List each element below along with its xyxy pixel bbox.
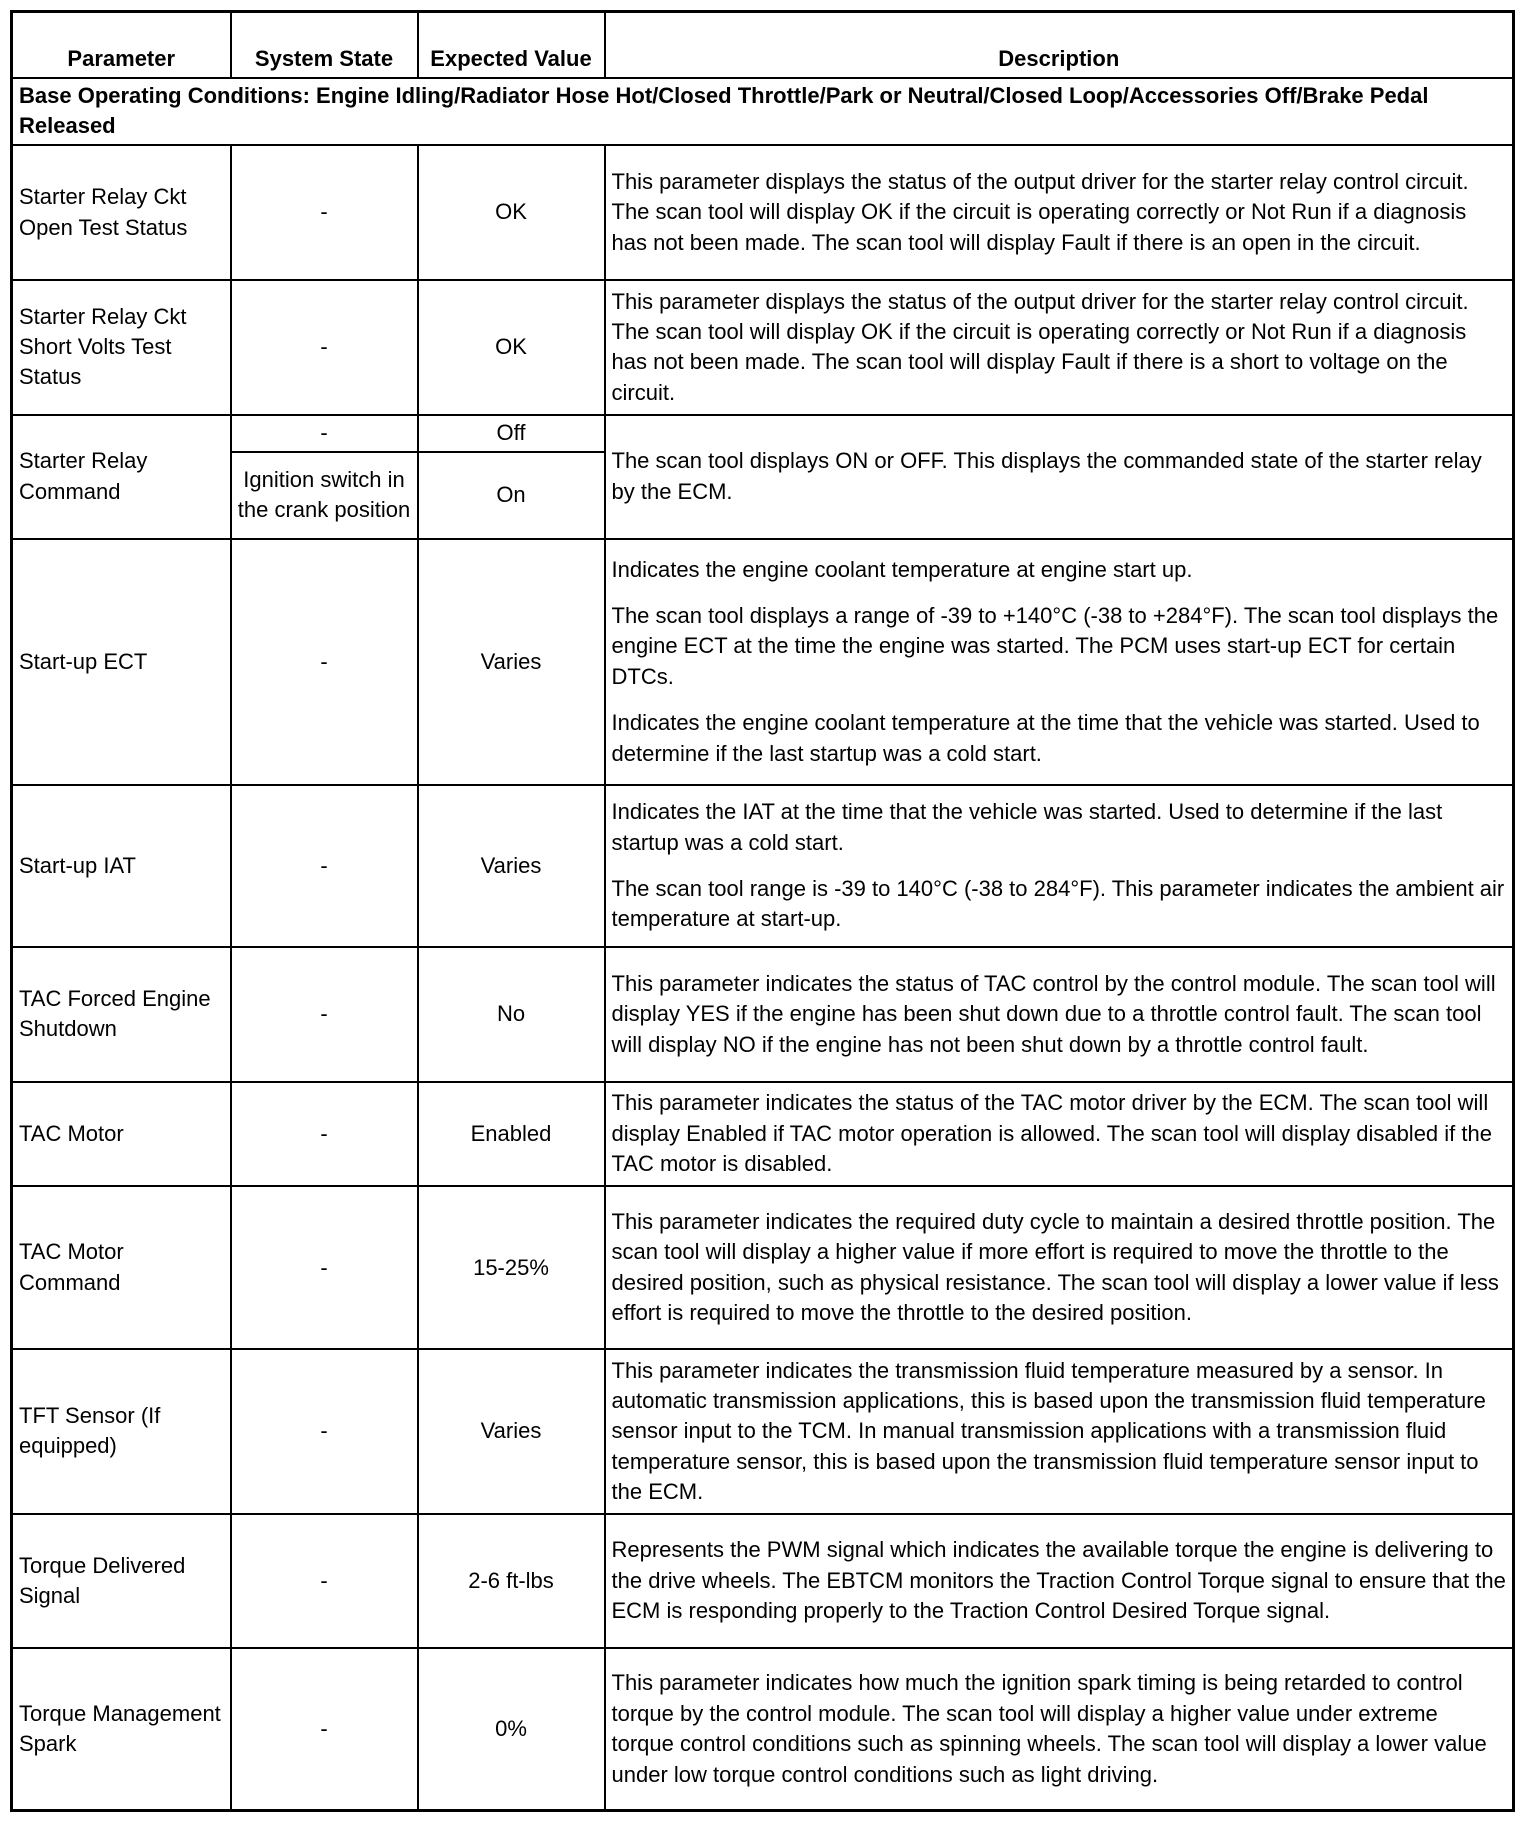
header-system-state: System State [231, 12, 418, 78]
description-cell [605, 145, 1514, 280]
description-cell [605, 785, 1514, 947]
table-row [12, 415, 1514, 452]
table-row [12, 1349, 1514, 1513]
description-cell [605, 1349, 1514, 1513]
description-paragraph: This parameter indicates the required duty cycle to maintain a desired throttle position. The scan tool will display a higher value if more effort is required to move the throttle to the desired position, such as physical resistance. The scan tool will display a lower value if less effort is required to move the throttle to the desired position. [611, 1209, 1499, 1326]
expected-value-cell: No [418, 947, 605, 1082]
expected-value-cell: Enabled [418, 1082, 605, 1186]
description-cell [605, 415, 1514, 539]
system-state-cell: - [231, 415, 418, 452]
expected-value-cell: 0% [418, 1648, 605, 1810]
parameter-cell: TAC Forced Engine Shutdown [12, 947, 231, 1082]
expected-value-cell: Varies [418, 539, 605, 785]
expected-value-cell: Varies [418, 785, 605, 947]
description-cell [605, 947, 1514, 1082]
table-row [12, 947, 1514, 1082]
parameter-cell: TAC Motor Command [12, 1186, 231, 1349]
description-cell [605, 1514, 1514, 1649]
expected-value-cell: Off [418, 415, 605, 452]
table-row [12, 1082, 1514, 1186]
system-state-cell: - [231, 785, 418, 947]
expected-value-cell: Varies [418, 1349, 605, 1513]
description-paragraph: The scan tool displays a range of -39 to +140°C (-38 to +284°F). The scan tool displays the engine ECT at the time the engine was started. The PCM uses start-up ECT for certain DTCs. [611, 603, 1499, 689]
description-cell [605, 1082, 1514, 1186]
system-state-cell: Ignition switch in the crank position [231, 452, 418, 539]
table-row [12, 1514, 1514, 1649]
parameter-cell: Starter Relay Ckt Open Test Status [12, 145, 231, 280]
parameter-cell: Torque Delivered Signal [12, 1514, 231, 1649]
description-paragraph: Indicates the engine coolant temperature at the time that the vehicle was started. Used to determine if the last startup was a cold start. [611, 710, 1480, 766]
description-paragraph: The scan tool displays ON or OFF. This displays the commanded state of the starter relay by the ECM. [611, 448, 1482, 504]
parameter-cell: Start-up IAT [12, 785, 231, 947]
table-row [12, 785, 1514, 947]
description-cell [605, 280, 1514, 415]
description-paragraph: This parameter displays the status of the output driver for the starter relay control circuit. The scan tool will display OK if the circuit is operating correctly or Not Run if a diagnosis has not been made. The scan tool will display Fault if there is a short to voltage on the circuit. [611, 288, 1469, 405]
description-cell [605, 1186, 1514, 1349]
expected-value-cell: OK [418, 280, 605, 415]
parameter-cell: TFT Sensor (If equipped) [12, 1349, 231, 1513]
description-paragraph: The scan tool range is -39 to 140°C (-38 to 284°F). This parameter indicates the ambient air temperature at start-up. [611, 875, 1505, 932]
description-paragraph: This parameter indicates the transmission fluid temperature measured by a sensor. In automatic transmission applications, this is based upon the transmission fluid temperature sensor input to the TCM. In manual transmission applications with a transmission fluid temperature sensor, this is based upon the transmission fluid temperature sensor input to the ECM. [611, 1357, 1486, 1504]
system-state-cell: - [231, 539, 418, 785]
description-paragraph: This parameter indicates how much the ignition spark timing is being retarded to control torque by the control module. The scan tool will display a higher value under extreme torque control conditions such as spinning wheels. The scan tool will display a lower value under low torque control conditions such as light driving. [611, 1670, 1487, 1787]
description-paragraph: Indicates the IAT at the time that the vehicle was started. Used to determine if the last startup was a cold start. [611, 799, 1443, 855]
expected-value-cell: 15-25% [418, 1186, 605, 1349]
base-conditions: Base Operating Conditions: Engine Idling/Radiator Hose Hot/Closed Throttle/Park or Neutral/Closed Loop/Accessories Off/Brake Pedal Released [12, 78, 1514, 146]
parameter-cell: Start-up ECT [12, 539, 231, 785]
description-paragraph: Indicates the engine coolant temperature at engine start up. [611, 556, 1193, 582]
header-parameter: Parameter [12, 12, 231, 78]
system-state-cell: - [231, 1186, 418, 1349]
table-row [12, 1648, 1514, 1810]
table-row [12, 280, 1514, 415]
table-row [12, 1186, 1514, 1349]
system-state-cell: - [231, 145, 418, 280]
system-state-cell: - [231, 947, 418, 1082]
description-paragraph: This parameter indicates the status of the TAC motor driver by the ECM. The scan tool will display Enabled if TAC motor operation is allowed. The scan tool will display disabled if the TAC motor is disabled. [611, 1090, 1492, 1177]
header-row [12, 12, 1514, 78]
description-cell [605, 1648, 1514, 1810]
table-row [12, 539, 1514, 785]
header-expected-value: Expected Value [418, 12, 605, 78]
description-paragraph: This parameter indicates the status of TAC control by the control module. The scan tool will display YES if the engine has been shut down due to a throttle control fault. The scan tool will display NO if the engine has not been shut down by a throttle control fault. [611, 970, 1496, 1057]
parameter-cell: Torque Management Spark [12, 1648, 231, 1810]
expected-value-cell: OK [418, 145, 605, 280]
parameter-cell: Starter Relay Command [12, 415, 231, 539]
expected-value-cell: 2-6 ft-lbs [418, 1514, 605, 1649]
system-state-cell: - [231, 1648, 418, 1810]
description-paragraph: Represents the PWM signal which indicates the available torque the engine is delivering to the drive wheels. The EBTCM monitors the Traction Control Torque signal to ensure that the ECM is responding properly to the Traction Control Desired Torque signal. [611, 1537, 1506, 1624]
system-state-cell: - [231, 1349, 418, 1513]
system-state-cell: - [231, 1514, 418, 1649]
system-state-cell: - [231, 1082, 418, 1186]
system-state-cell: - [231, 280, 418, 415]
header-description: Description [605, 12, 1514, 78]
base-conditions-row [12, 78, 1514, 146]
description-paragraph: This parameter displays the status of the output driver for the starter relay control circuit. The scan tool will display OK if the circuit is operating correctly or Not Run if a diagnosis has not been made. The scan tool will display Fault if there is an open in the circuit. [611, 168, 1469, 255]
description-cell [605, 539, 1514, 785]
parameter-cell: TAC Motor [12, 1082, 231, 1186]
expected-value-cell: On [418, 452, 605, 539]
table-row [12, 145, 1514, 280]
parameter-table [10, 10, 1515, 1812]
parameter-cell: Starter Relay Ckt Short Volts Test Status [12, 280, 231, 415]
